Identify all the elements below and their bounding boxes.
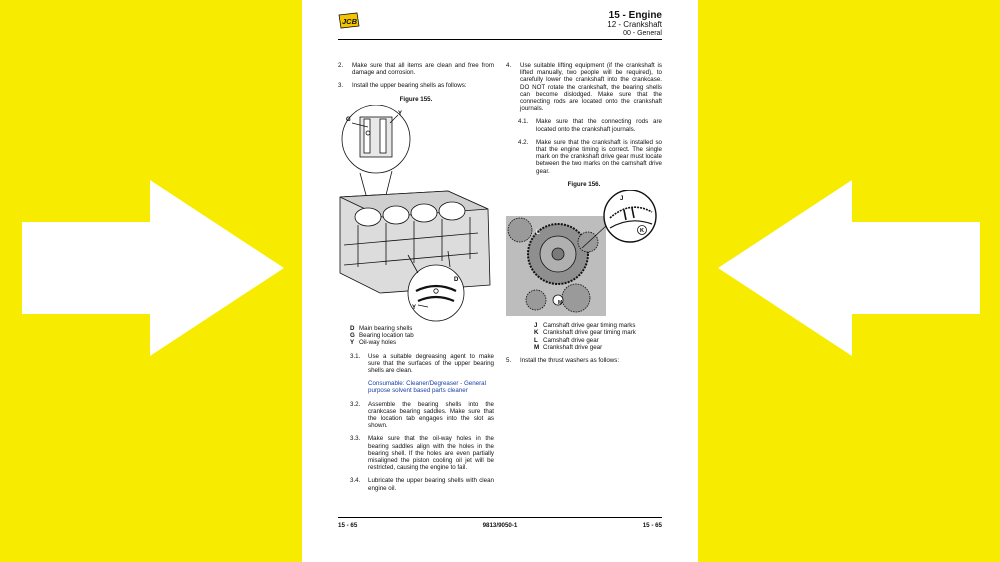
legend-row <box>534 344 662 351</box>
consumable-link[interactable]: Consumable: Cleaner/Degreaser - General purpose solvent based parts cleaner <box>368 380 486 395</box>
step-number: 3. <box>338 82 344 90</box>
footer-page-right: 15 - 65 <box>642 522 662 529</box>
footer-divider <box>338 517 662 518</box>
step-number: 3.3. <box>350 435 361 443</box>
topic-title: 00 - General <box>623 29 662 37</box>
right-column <box>506 62 662 370</box>
step-text: Make sure that the crankshaft is installed so that the engine timing is correct. The single mark on the crankshaft drive gear must locate between the two marks on the camshaft drive gear. <box>536 138 662 175</box>
step-text: Install the upper bearing shells as follows: <box>352 82 467 90</box>
legend-text: Crankshaft drive gear <box>543 343 603 351</box>
step-text: Make sure that the connecting rods are located onto the crankshaft journals. <box>536 118 662 133</box>
step-3 <box>338 82 494 89</box>
step-text: Use a suitable degreasing agent to make sure that the surfaces of the upper bearing shells are clean. <box>368 352 494 375</box>
substep-4-2 <box>506 139 662 175</box>
footer-page-left: 15 - 65 <box>338 522 358 529</box>
legend-key: D <box>350 325 355 333</box>
legend-key: L <box>534 336 538 344</box>
left-column <box>338 62 494 498</box>
substep-3-4 <box>338 477 494 491</box>
legend-row <box>534 337 662 344</box>
figure-156-legend <box>534 322 662 351</box>
legend-row <box>350 332 494 339</box>
footer-document-number: 9813/9050-1 <box>482 522 518 529</box>
legend-key: J <box>534 322 538 330</box>
legend-row <box>350 325 494 332</box>
legend-row <box>534 322 662 329</box>
right-arrow-icon <box>22 180 284 356</box>
substep-3-2 <box>338 401 494 430</box>
svg-text:K: K <box>640 228 644 235</box>
legend-text: Camshaft drive gear <box>543 336 599 344</box>
figure-156-gear-drawing <box>506 190 662 318</box>
step-text: Lubricate the upper bearing shells with clean engine oil. <box>368 477 494 492</box>
legend-key: G <box>350 332 355 340</box>
legend-key: K <box>534 329 539 337</box>
left-arrow-icon <box>718 180 980 356</box>
svg-text:Y: Y <box>398 110 403 117</box>
step-5 <box>506 357 662 364</box>
legend-text: Oil-way holes <box>359 339 397 347</box>
substep-4-1 <box>506 118 662 132</box>
step-text: Use suitable lifting equipment (if the crankshaft is lifted manually, two people will be required), to carefully lower the crankshaft into the crankcase. DO NOT rotate the crankshaft, the bearing shells can become dislodged. Make sure that the connecting rods are located onto the crankshaft journals. <box>520 62 662 113</box>
legend-row <box>350 339 494 346</box>
svg-text:G: G <box>346 116 351 123</box>
legend-key: M <box>534 343 540 351</box>
legend-text: Main bearing shells <box>359 325 413 333</box>
step-number: 3.2. <box>350 400 361 408</box>
substep-3-3 <box>338 435 494 471</box>
step-4 <box>506 62 662 112</box>
step-number: 5. <box>506 357 512 365</box>
step-number: 4. <box>506 62 512 69</box>
step-text: Make sure that all items are clean and free from damage and corrosion. <box>352 62 494 77</box>
svg-text:J: J <box>620 196 624 203</box>
legend-row <box>534 329 662 336</box>
step-number: 3.4. <box>350 477 361 485</box>
step-text: Assemble the bearing shells into the crankcase bearing saddles. Make sure that the location tab engages into the slot as shown. <box>368 400 494 430</box>
svg-text:D: D <box>454 276 459 283</box>
header-divider <box>338 39 662 40</box>
subsection-title: 12 - Crankshaft <box>607 20 662 29</box>
step-number: 4.2. <box>518 138 529 146</box>
step-number: 4.1. <box>518 118 529 126</box>
legend-text: Bearing location tab <box>359 332 414 340</box>
step-number: 2. <box>338 62 344 69</box>
svg-text:Y: Y <box>412 304 417 311</box>
svg-text:M: M <box>558 300 563 307</box>
step-text: Install the thrust washers as follows: <box>520 357 620 365</box>
manual-page <box>302 0 698 562</box>
legend-key: Y <box>350 339 355 347</box>
svg-text:JCB: JCB <box>342 17 358 26</box>
step-text: Make sure that the oil-way holes in the bearing saddles align with the holes in the bearing shell. If the holes are even partially misaligned the piston cooling oil jet will be restricted, causing the engine to fail. <box>368 435 494 472</box>
page-header <box>607 10 662 37</box>
step-number: 3.1. <box>350 352 361 360</box>
figure-155-title: Figure 155. <box>399 95 433 103</box>
substep-3-1 <box>338 353 494 375</box>
section-title: 15 - Engine <box>608 10 662 21</box>
figure-155-legend <box>350 325 494 347</box>
figure-155-crankcase-drawing <box>338 105 494 323</box>
svg-text:L: L <box>536 230 540 237</box>
jcb-logo <box>338 12 360 29</box>
step-2 <box>338 62 494 76</box>
legend-text: Camshaft drive gear timing marks <box>543 322 636 330</box>
figure-156-title: Figure 156. <box>567 180 601 188</box>
legend-text: Crankshaft drive gear timing mark <box>543 329 636 337</box>
